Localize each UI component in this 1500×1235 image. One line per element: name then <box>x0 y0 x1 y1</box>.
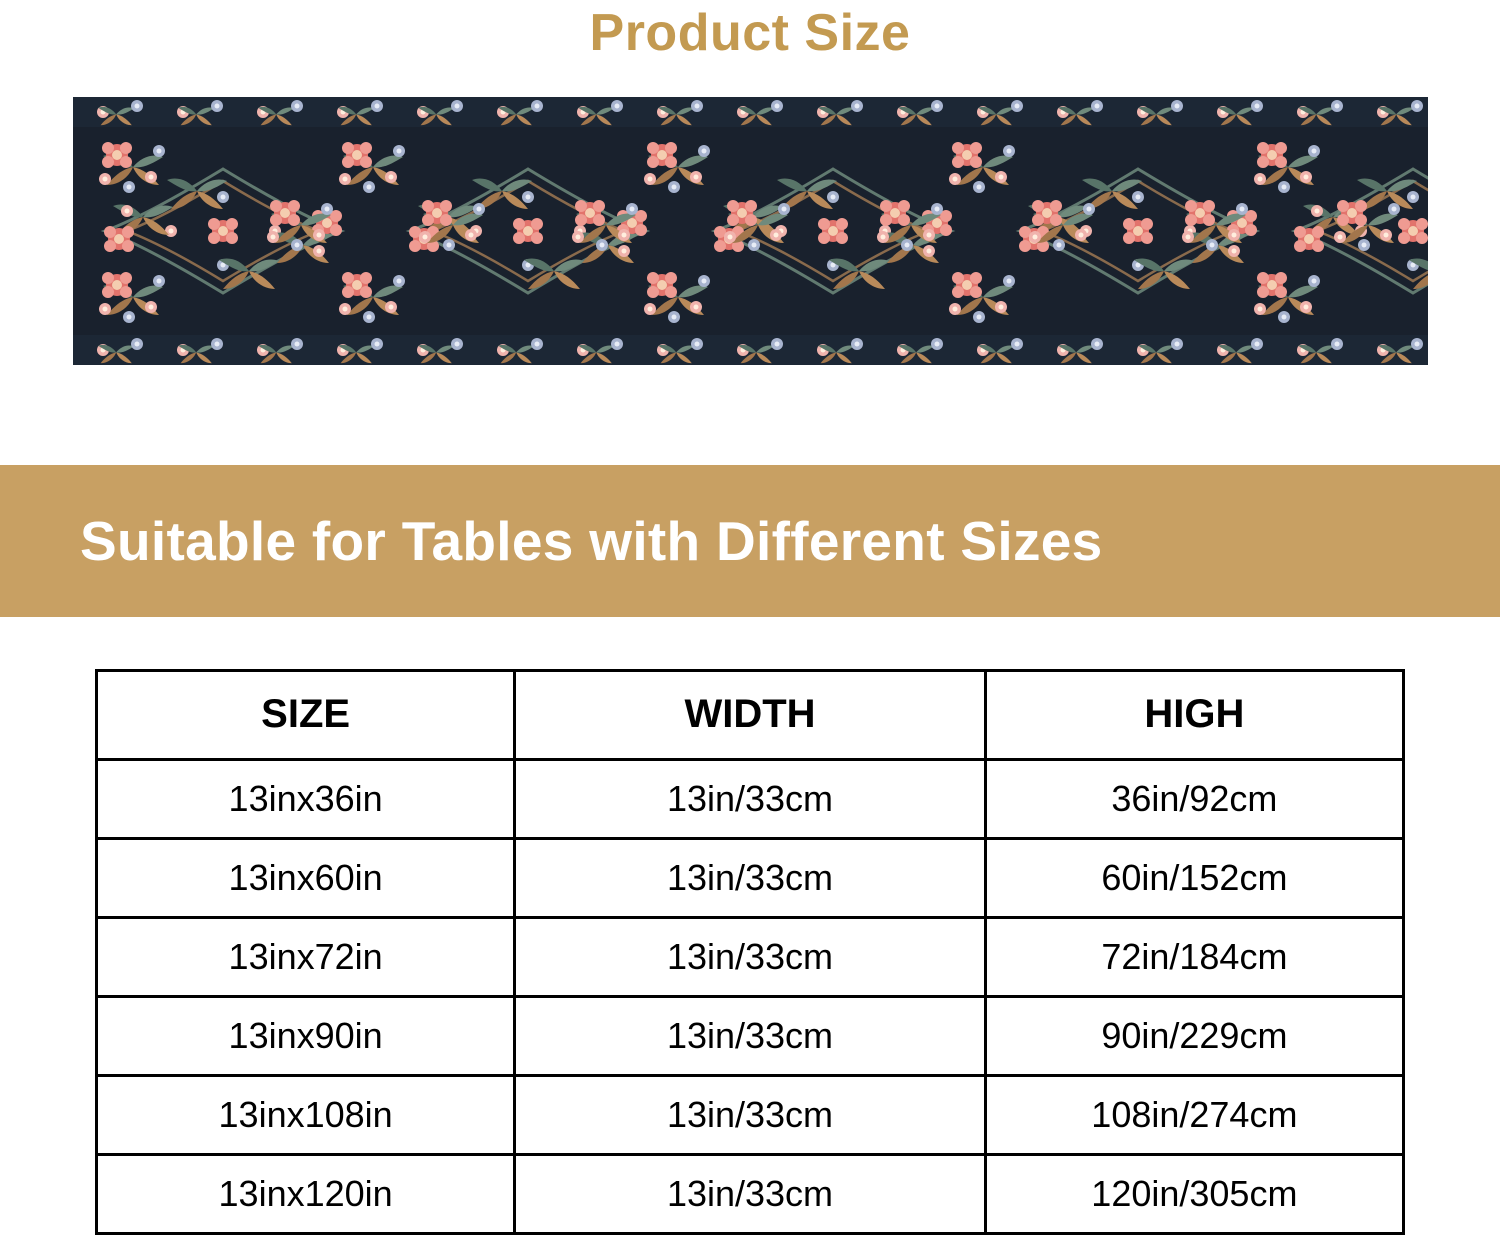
cell-high: 90in/229cm <box>985 996 1403 1075</box>
cell-size: 13inx36in <box>97 759 515 838</box>
cell-size: 13inx120in <box>97 1154 515 1233</box>
column-header-size: SIZE <box>97 670 515 759</box>
table-runner-image <box>73 97 1428 365</box>
size-table-container <box>95 669 1405 1235</box>
cell-size: 13inx72in <box>97 917 515 996</box>
cell-high: 36in/92cm <box>985 759 1403 838</box>
cell-high: 120in/305cm <box>985 1154 1403 1233</box>
size-table <box>95 669 1405 1235</box>
column-header-high: HIGH <box>985 670 1403 759</box>
page-title: Product Size <box>589 4 911 62</box>
product-image-container <box>73 97 1428 365</box>
cell-width: 13in/33cm <box>515 838 986 917</box>
table-row <box>97 917 1404 996</box>
cell-high: 60in/152cm <box>985 838 1403 917</box>
cell-width: 13in/33cm <box>515 917 986 996</box>
banner-title: Suitable for Tables with Different Sizes <box>80 509 1103 572</box>
suitable-sizes-banner <box>0 465 1500 617</box>
cell-width: 13in/33cm <box>515 996 986 1075</box>
cell-high: 72in/184cm <box>985 917 1403 996</box>
floral-pattern-icon <box>73 97 1428 365</box>
table-header-row <box>97 670 1404 759</box>
table-row <box>97 996 1404 1075</box>
table-row <box>97 759 1404 838</box>
cell-size: 13inx108in <box>97 1075 515 1154</box>
cell-width: 13in/33cm <box>515 1154 986 1233</box>
table-row <box>97 1154 1404 1233</box>
column-header-width: WIDTH <box>515 670 986 759</box>
cell-size: 13inx60in <box>97 838 515 917</box>
cell-size: 13inx90in <box>97 996 515 1075</box>
cell-high: 108in/274cm <box>985 1075 1403 1154</box>
cell-width: 13in/33cm <box>515 759 986 838</box>
cell-width: 13in/33cm <box>515 1075 986 1154</box>
table-row <box>97 1075 1404 1154</box>
table-row <box>97 838 1404 917</box>
